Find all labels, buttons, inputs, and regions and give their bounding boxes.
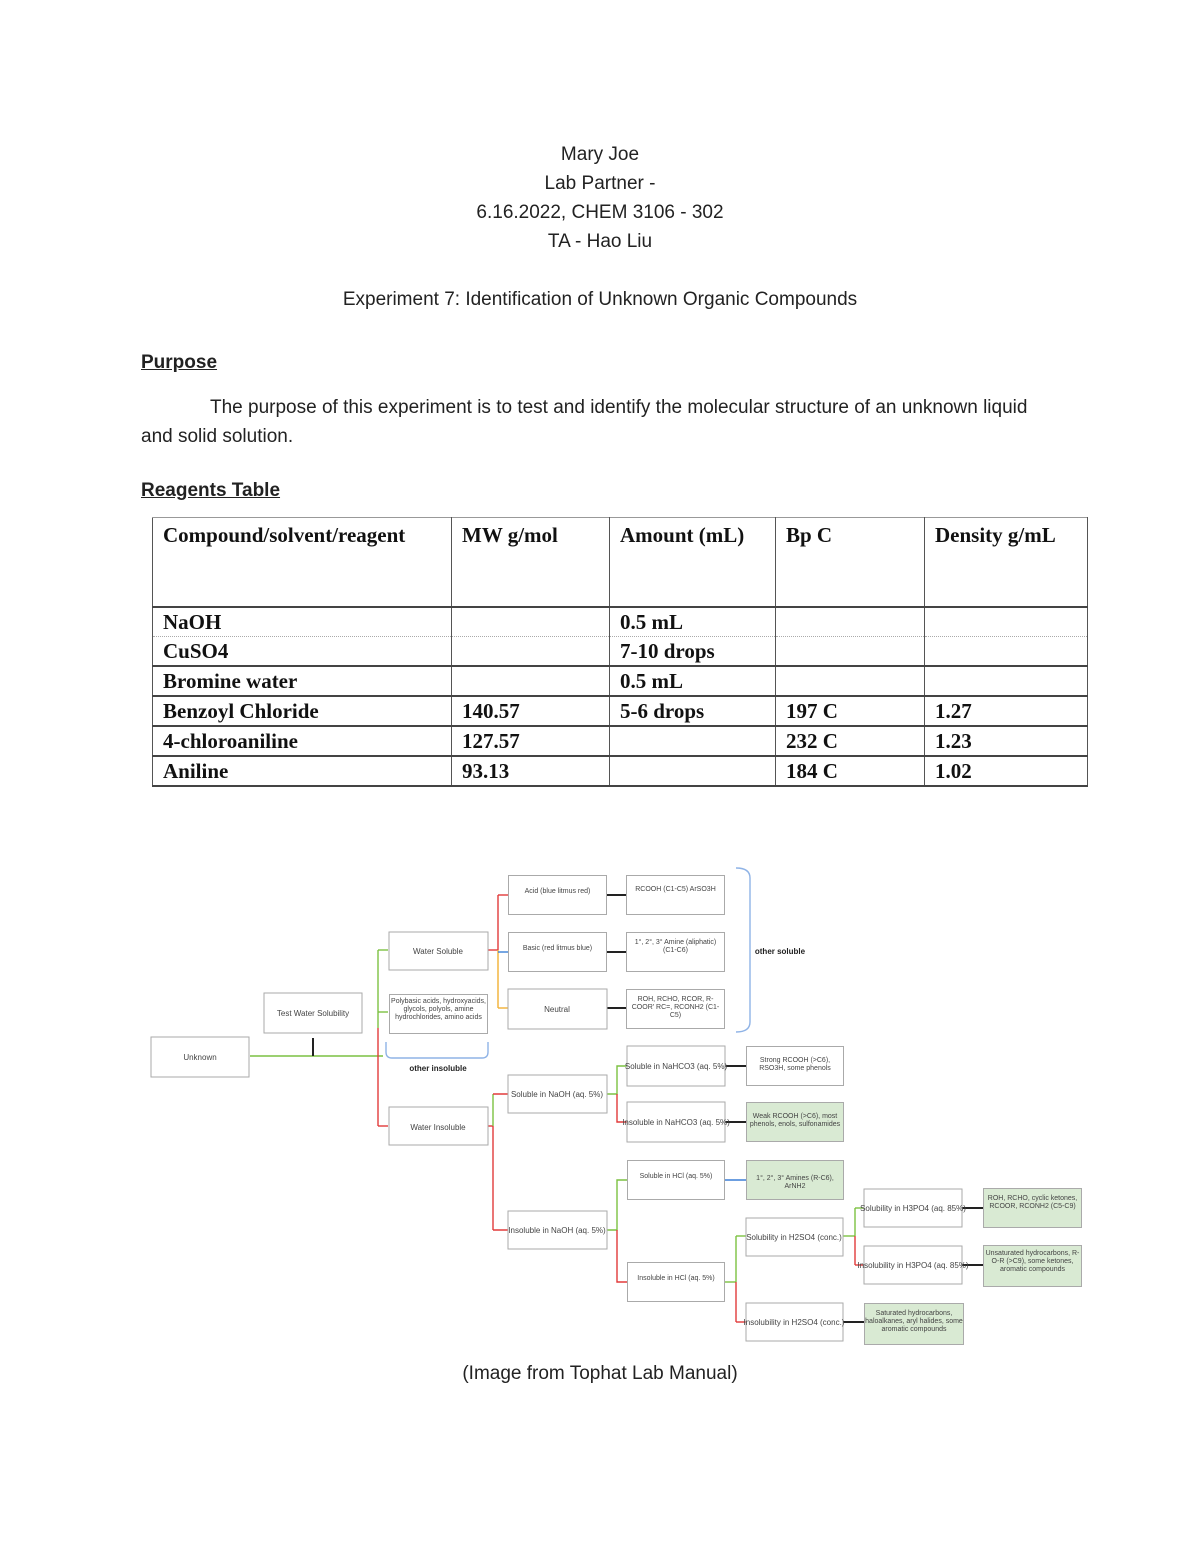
node-insoluble-h3po4: Insolubility in H3PO4 (aq. 85%) (857, 1261, 969, 1270)
node-acid (508, 875, 607, 915)
table-cell: 93.13 (452, 756, 610, 786)
node-text: Unsaturated hydrocarbons, R-O-R (>C9), some ketones, aromatic compounds (983, 1245, 1082, 1287)
label-other-insoluble: other insoluble (409, 1064, 467, 1073)
table-cell (776, 666, 925, 696)
node-soluble-hcl (627, 1160, 725, 1200)
node-text: Insoluble in HCl (aq. 5%) (627, 1262, 725, 1302)
table-row (153, 666, 1088, 696)
node-insoluble-hcl (627, 1262, 725, 1302)
reagents-table (152, 517, 1088, 787)
node-insoluble-nahco3: Insoluble in NaHCO3 (aq. 5%) (622, 1118, 730, 1127)
col-density: Density g/mL (925, 518, 1088, 608)
figure-caption: (Image from Tophat Lab Manual) (462, 1363, 738, 1384)
table-cell (452, 607, 610, 637)
node-acid-result (626, 875, 725, 915)
col-amount: Amount (mL) (610, 518, 776, 608)
node-water-insoluble: Water Insoluble (410, 1123, 466, 1132)
table-cell: 197 C (776, 696, 925, 726)
table-row (153, 726, 1088, 756)
teaching-assistant: TA - Hao Liu (547, 231, 653, 252)
connector-line (962, 1208, 983, 1265)
table-cell (610, 756, 776, 786)
node-water-soluble: Water Soluble (413, 947, 463, 956)
node-text: Strong RCOOH (>C6), RSO3H, some phenols (746, 1046, 844, 1086)
node-text: Acid (blue litmus red) (508, 875, 607, 915)
table-cell: 7-10 drops (610, 637, 776, 667)
node-text: Polybasic acids, hydroxyacids, glycols, polyols, amine hydrochlorides, amino acids (389, 994, 488, 1034)
node-h3po4-insol-result (983, 1245, 1082, 1287)
purpose-heading: Purpose (141, 352, 218, 373)
col-bp: Bp C (776, 518, 925, 608)
experiment-title: Experiment 7: Identification of Unknown Organic Compounds (342, 289, 858, 310)
node-weak-acid (746, 1102, 844, 1142)
table-cell: 0.5 mL (610, 666, 776, 696)
node-insoluble-h2so4: Insolubility in H2SO4 (conc.) (743, 1318, 845, 1327)
table-row (153, 637, 1088, 667)
table-cell: 4-chloroaniline (153, 726, 452, 756)
table-cell: 232 C (776, 726, 925, 756)
table-cell: CuSO4 (153, 637, 452, 667)
date-course: 6.16.2022, CHEM 3106 - 302 (476, 202, 724, 223)
table-cell: Aniline (153, 756, 452, 786)
table-cell (452, 666, 610, 696)
node-text: 1°, 2°, 3° Amine (aliphatic) (C1-C6) (626, 932, 725, 972)
author-name: Mary Joe (560, 144, 640, 165)
table-cell (610, 726, 776, 756)
col-compound: Compound/solvent/reagent (153, 518, 452, 608)
node-strong-acid (746, 1046, 844, 1086)
purpose-text: The purpose of this experiment is to test and identify the molecular structure of an unknown liquid and solid solution. (141, 397, 1028, 447)
node-text: Weak RCOOH (>C6), most phenols, enols, sulfonamides (746, 1102, 844, 1142)
node-neutral-result (626, 989, 725, 1029)
table-cell (925, 637, 1088, 667)
reagents-header-row (153, 518, 1088, 608)
node-soluble-h2so4: Solubility in H2SO4 (conc.) (746, 1233, 842, 1242)
node-amines (746, 1160, 844, 1200)
table-row (153, 756, 1088, 786)
node-text: RCOOH (C1-C5) ArSO3H (626, 875, 725, 915)
table-cell: 0.5 mL (610, 607, 776, 637)
label-other-soluble: other soluble (754, 947, 806, 956)
table-cell: 1.23 (925, 726, 1088, 756)
node-neutral: Neutral (544, 1005, 570, 1014)
node-soluble-naoh: Soluble in NaOH (aq. 5%) (510, 1090, 604, 1099)
table-cell: Bromine water (153, 666, 452, 696)
connector-line (607, 1180, 627, 1230)
table-cell: 5-6 drops (610, 696, 776, 726)
table-cell (776, 607, 925, 637)
connector-line (493, 1094, 508, 1230)
node-text: Soluble in HCl (aq. 5%) (627, 1160, 725, 1200)
connector-line (617, 1230, 627, 1282)
bracket-line (386, 1042, 488, 1058)
node-text: Basic (red litmus blue) (508, 932, 607, 972)
col-mw: MW g/mol (452, 518, 610, 608)
table-cell: 184 C (776, 756, 925, 786)
node-insoluble-naoh: Insoluble in NaOH (aq. 5%) (508, 1226, 606, 1235)
node-test-water: Test Water Solubility (276, 1009, 350, 1018)
table-cell (776, 637, 925, 667)
table-cell: Benzoyl Chloride (153, 696, 452, 726)
table-row (153, 696, 1088, 726)
table-cell (925, 666, 1088, 696)
node-unknown: Unknown (183, 1053, 217, 1062)
node-text: ROH, RCHO, RCOR, R-COOR' RC=, RCONH2 (C1-C5) (626, 989, 725, 1029)
node-text: 1°, 2°, 3° Amines (R-C6), ArNH2 (746, 1160, 844, 1200)
bracket-line (736, 868, 750, 1032)
node-basic-result (626, 932, 725, 972)
table-row (153, 607, 1088, 637)
connector-line (725, 1066, 746, 1122)
node-text: ROH, RCHO, cyclic ketones, RCOOR, RCONH2 (C5-C9) (983, 1188, 1082, 1228)
node-saturated (864, 1303, 964, 1345)
connector-line (607, 895, 626, 1008)
table-cell (452, 637, 610, 667)
node-soluble-h3po4: Solubility in H3PO4 (aq. 85%) (860, 1204, 966, 1213)
node-text: Saturated hydrocarbons, haloalkanes, aryl halides, some aromatic compounds (864, 1303, 964, 1345)
node-polyfunctional (389, 994, 488, 1034)
solubility-flowchart (140, 860, 1090, 1350)
node-h3po4-sol-result (983, 1188, 1082, 1228)
reagents-heading: Reagents Table (141, 480, 281, 501)
table-cell: NaOH (153, 607, 452, 637)
table-cell: 140.57 (452, 696, 610, 726)
table-cell: 1.02 (925, 756, 1088, 786)
table-cell: 127.57 (452, 726, 610, 756)
node-soluble-nahco3: Soluble in NaHCO3 (aq. 5%) (624, 1062, 728, 1071)
node-basic (508, 932, 607, 972)
lab-partner: Lab Partner - (544, 173, 656, 194)
table-cell (925, 607, 1088, 637)
table-cell: 1.27 (925, 696, 1088, 726)
